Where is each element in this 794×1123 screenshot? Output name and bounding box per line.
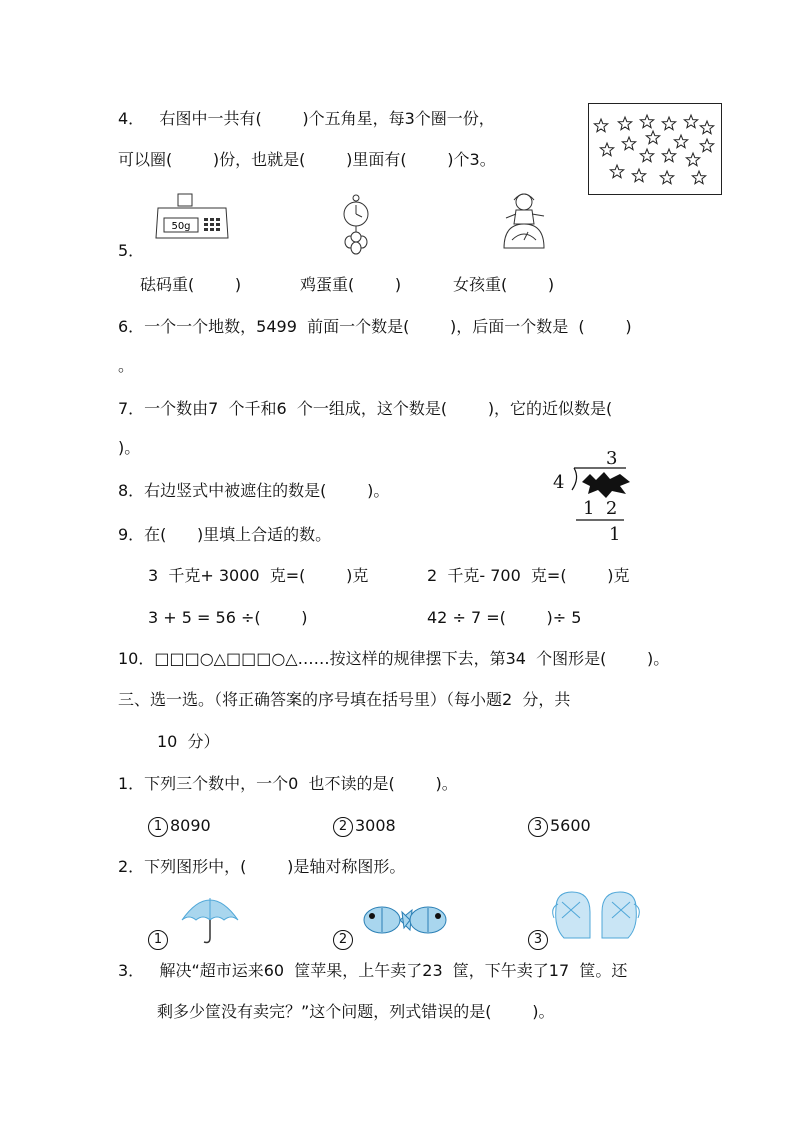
q6-line1: 6．一个一个地数，5499 前面一个数是( )，后面一个数是 ( )	[118, 317, 632, 336]
star-icon	[640, 115, 653, 128]
q4-line2: 可以圈( )份，也就是( )里面有( )个3。	[118, 150, 496, 169]
q5-label-girl: 女孩重( )	[453, 275, 555, 294]
circled-1: 1	[148, 817, 168, 837]
fish-pair-icon	[360, 896, 452, 946]
hanging-scale-icon	[336, 192, 376, 256]
mittens-icon	[550, 888, 642, 944]
star-icon	[632, 169, 645, 182]
star-icon	[646, 131, 659, 144]
star-icon	[640, 149, 653, 162]
star-icon	[660, 171, 673, 184]
star-icon	[622, 137, 635, 150]
q8-text: 8．右边竖式中被遮住的数是( )。	[118, 481, 390, 500]
star-icon	[662, 117, 675, 130]
ink-blot-icon	[582, 472, 630, 498]
scale-reading: 50g	[171, 221, 191, 232]
circled-3: 3	[528, 817, 548, 837]
q5-number: 5．	[118, 241, 145, 260]
c3-line2: 剩多少筐没有卖完？”这个问题，列式错误的是( )。	[157, 1002, 555, 1021]
star-icon	[618, 117, 631, 130]
circled-2: 2	[333, 817, 353, 837]
c1-option-1: 1 8090	[148, 815, 211, 837]
q5-label-weight: 砝码重( )	[140, 275, 242, 294]
q6-line2: 。	[118, 356, 135, 375]
section3-line1: 三、选一选。（将正确答案的序号填在括号里）（每小题2 分，共	[118, 690, 571, 709]
division-product: 1 2	[583, 498, 618, 519]
scale-icon	[152, 192, 232, 242]
c2-option-2: 2	[333, 928, 355, 950]
q5-label-egg: 鸡蛋重( )	[300, 275, 402, 294]
umbrella-icon	[180, 890, 240, 946]
c1-option-3: 3 5600	[528, 815, 591, 837]
c2-option-1: 1	[148, 928, 170, 950]
c1-option-2: 2 3008	[333, 815, 396, 837]
q9-text: 9．在( )里填上合适的数。	[118, 525, 332, 544]
q9-c: 3 + 5 = 56 ÷( )	[148, 608, 308, 627]
star-icon	[692, 171, 705, 184]
c3-line1: 3． 解决“超市运来60 筐苹果，上午卖了23 筐，下午卖了17 筐。还	[118, 961, 628, 980]
c1-text: 1．下列三个数中，一个0 也不读的是( )。	[118, 774, 458, 793]
division-quotient: 3	[606, 448, 618, 469]
q9-d: 42 ÷ 7 =( )÷ 5	[427, 608, 582, 627]
star-box	[588, 103, 722, 195]
star-icon	[674, 135, 687, 148]
q10-text: 10．□□□○△□□□○△……按这样的规律摆下去，第34 个图形是( )。	[118, 649, 670, 668]
c2-option-3: 3	[528, 928, 550, 950]
star-icon	[700, 139, 713, 152]
star-icon	[700, 121, 713, 134]
q7-line1: 7．一个数由7 个千和6 个一组成，这个数是( )，它的近似数是(	[118, 399, 613, 418]
star-icon	[686, 153, 699, 166]
girl-on-scale-icon	[500, 192, 552, 252]
q9-a: 3 千克+ 3000 克=( )克	[148, 566, 369, 585]
q9-b: 2 千克- 700 克=( )克	[427, 566, 630, 585]
q4-line1: 4． 右图中一共有( )个五角星，每3个圈一份，	[118, 109, 495, 128]
division-divisor: 4	[553, 472, 565, 493]
star-icon	[594, 119, 607, 132]
q7-line2: )。	[118, 438, 141, 457]
star-icon	[610, 165, 623, 178]
division-remainder: 1	[609, 524, 621, 545]
stars-figure	[589, 104, 721, 194]
star-icon	[662, 149, 675, 162]
star-icon	[600, 143, 613, 156]
section3-line2: 10 分）	[157, 732, 220, 751]
star-icon	[684, 115, 697, 128]
c2-text: 2．下列图形中，( )是轴对称图形。	[118, 857, 406, 876]
